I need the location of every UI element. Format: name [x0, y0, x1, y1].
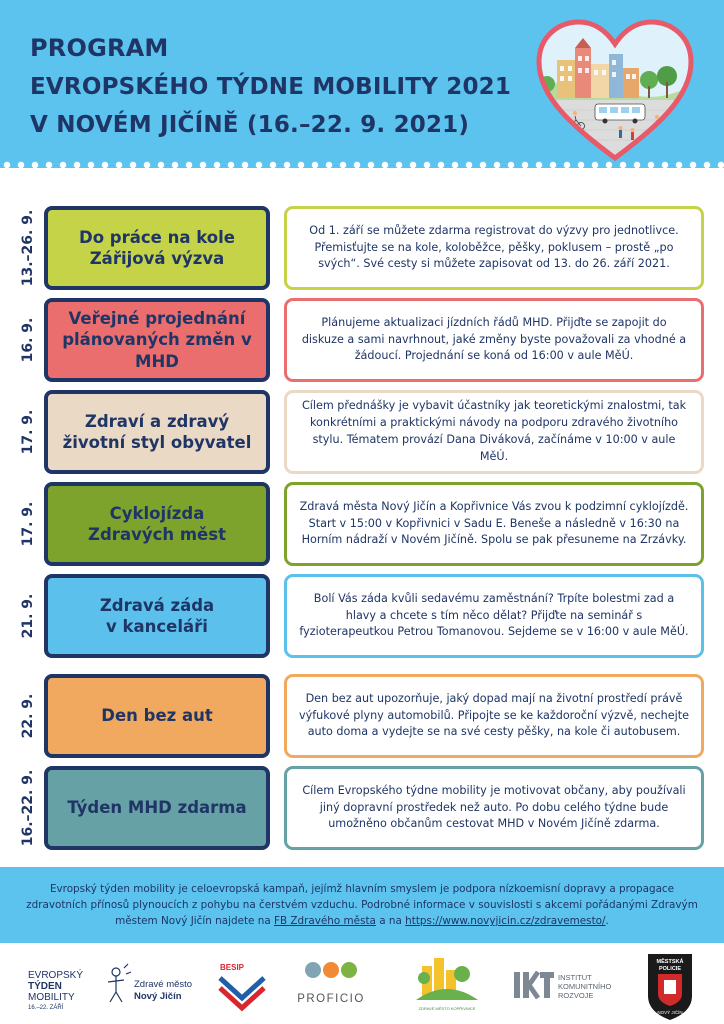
- svg-text:EVROPSKÝ: EVROPSKÝ: [28, 970, 84, 981]
- event-row: [0, 206, 724, 290]
- svg-text:INSTITUT: INSTITUT: [558, 973, 592, 982]
- svg-text:MĚSTSKÁ: MĚSTSKÁ: [656, 959, 684, 965]
- mestska-policie-logo: [640, 948, 700, 1024]
- fb-link[interactable]: FB Zdravého města: [274, 915, 376, 928]
- footer-text: Evropský týden mobility je celoevropská kampaň, jejímž hlavním smyslem je podpora nízkoemisní dopravy a propagace zdravotních přínosů plynoucích z pohybu na čerstvém vzduchu. Podrobné informace v souvislosti s akcemi pořádanými Zdravým městem Nový Jičín najdete na FB Zdravého města a na https://www.novyjicin.cz/zdravemesto/.: [26, 882, 698, 928]
- svg-text:POLICIE: POLICIE: [658, 966, 682, 972]
- svg-text:TÝDEN: TÝDEN: [28, 981, 62, 992]
- event-row: [0, 674, 724, 758]
- svg-text:Nový Jičín: Nový Jičín: [134, 991, 182, 1002]
- event-date: 13.–26. 9.: [20, 209, 36, 287]
- header-banner: [0, 0, 724, 168]
- svg-text:MOBILITY: MOBILITY: [28, 992, 75, 1003]
- event-row: [0, 482, 724, 566]
- svg-text:KOMUNITNÍHO: KOMUNITNÍHO: [558, 982, 612, 991]
- event-row: [0, 298, 724, 382]
- svg-text:PROFICIO: PROFICIO: [297, 993, 365, 1005]
- title-event-name: EVROPSKÉHO TÝDNE MOBILITY 2021: [30, 74, 512, 100]
- event-title-box: Den bez aut: [44, 674, 270, 758]
- event-description-box: Cílem Evropského týdne mobility je motivovat občany, aby používali jiný dopravní prostředek než auto. Po dobu celého týdne bude umožněno občanům cestovat MHD v Novém Jičíně zdarma.: [284, 766, 704, 850]
- svg-text:16.–22. ZÁŘÍ: 16.–22. ZÁŘÍ: [28, 1005, 64, 1011]
- besip-logo: [214, 948, 270, 1024]
- event-row: [0, 766, 724, 850]
- event-description-box: Od 1. září se můžete zdarma registrovat do výzvy pro jednotlivce. Přemisťujte se na kole, koloběžce, pěšky, poklusem – prostě „po svých“. Své cesty si můžete zapisovat od 13. do 26. září 2021.: [284, 206, 704, 290]
- event-description-box: Plánujeme aktualizaci jízdních řádů MHD. Přijďte se zapojit do diskuze a sami navrhnout, jaké změny byste považovali za vhodné a žádoucí. Projednání se koná od 16:00 v aule MěÚ.: [284, 298, 704, 382]
- event-description-box: Den bez aut upozorňuje, jaký dopad mají na životní prostředí právě výfukové plyny automobilů. Připojte se ke každoroční výzvě, nechejte auto doma a vydejte se na své cesty pěšky, na kole či autobusem.: [284, 674, 704, 758]
- event-title-box: Do práce na kole Zářijová výzva: [44, 206, 270, 290]
- event-date: 21. 9.: [20, 593, 36, 639]
- footer-banner: [0, 867, 724, 943]
- scalloped-edge: [0, 158, 724, 172]
- event-date: 16.–22. 9.: [20, 769, 36, 847]
- event-date: 16. 9.: [20, 317, 36, 363]
- event-date: 22. 9.: [20, 693, 36, 739]
- event-date: 17. 9.: [20, 501, 36, 547]
- title-location-dates: V NOVÉM JIČÍNĚ (16.–22. 9. 2021): [30, 112, 470, 138]
- website-link[interactable]: https://www.novyjicin.cz/zdravemesto/: [405, 915, 606, 928]
- event-title-box: Veřejné projednání plánovaných změn v MHD: [44, 298, 270, 382]
- event-title-box: Zdravá záda v kanceláři: [44, 574, 270, 658]
- event-title-box: Zdraví a zdravý životní styl obyvatel: [44, 390, 270, 474]
- etm-logo: [24, 948, 94, 1024]
- partner-logos: [0, 948, 724, 1024]
- ikr-logo: [510, 948, 612, 1024]
- zm-koprivnice-logo: [412, 948, 482, 1024]
- svg-text:Zdravé město: Zdravé město: [134, 979, 193, 990]
- event-row: [0, 390, 724, 474]
- figure-icon: [108, 964, 131, 1002]
- svg-text:BESIP: BESIP: [220, 963, 245, 972]
- event-title-box: Týden MHD zdarma: [44, 766, 270, 850]
- svg-text:ROZVOJE: ROZVOJE: [558, 991, 594, 1000]
- zdrave-mesto-nj-logo: [104, 948, 204, 1024]
- title-program: PROGRAM: [30, 34, 169, 62]
- event-description-box: Cílem přednášky je vybavit účastníky jak teoretickými znalostmi, tak konkrétními a praktickými návody na podporu zdravého životního stylu. Tématem provází Dana Diváková, začínáme v 10:00 v aule MěÚ.: [284, 390, 704, 474]
- event-description-box: Zdravá města Nový Jičín a Kopřivnice Vás zvou k podzimní cyklojízdě. Start v 15:00 v Kopřivnici v Sadu E. Beneše a následně v 16:30 na Horním nádraží v Novém Jičíně. Spolu se pak přesuneme na Zrzávky.: [284, 482, 704, 566]
- proficio-logo: [290, 948, 370, 1024]
- svg-text:NOVÝ JIČÍN: NOVÝ JIČÍN: [657, 1010, 683, 1015]
- event-row: [0, 574, 724, 658]
- event-description-box: Bolí Vás záda kvůli sedavému zaměstnání? Trpíte bolestmi zad a hlavy a chcete s tím něco dělat? Přijďte na seminář s fyzioterapeutkou Petrou Tomanovou. Sejdeme se v 16:00 v aule MěÚ.: [284, 574, 704, 658]
- heart-city-illustration: [535, 18, 695, 163]
- event-date: 17. 9.: [20, 409, 36, 455]
- svg-text:ZDRAVÉ MĚSTO KOPŘIVNICE: ZDRAVÉ MĚSTO KOPŘIVNICE: [418, 1006, 476, 1011]
- event-title-box: Cyklojízda Zdravých měst: [44, 482, 270, 566]
